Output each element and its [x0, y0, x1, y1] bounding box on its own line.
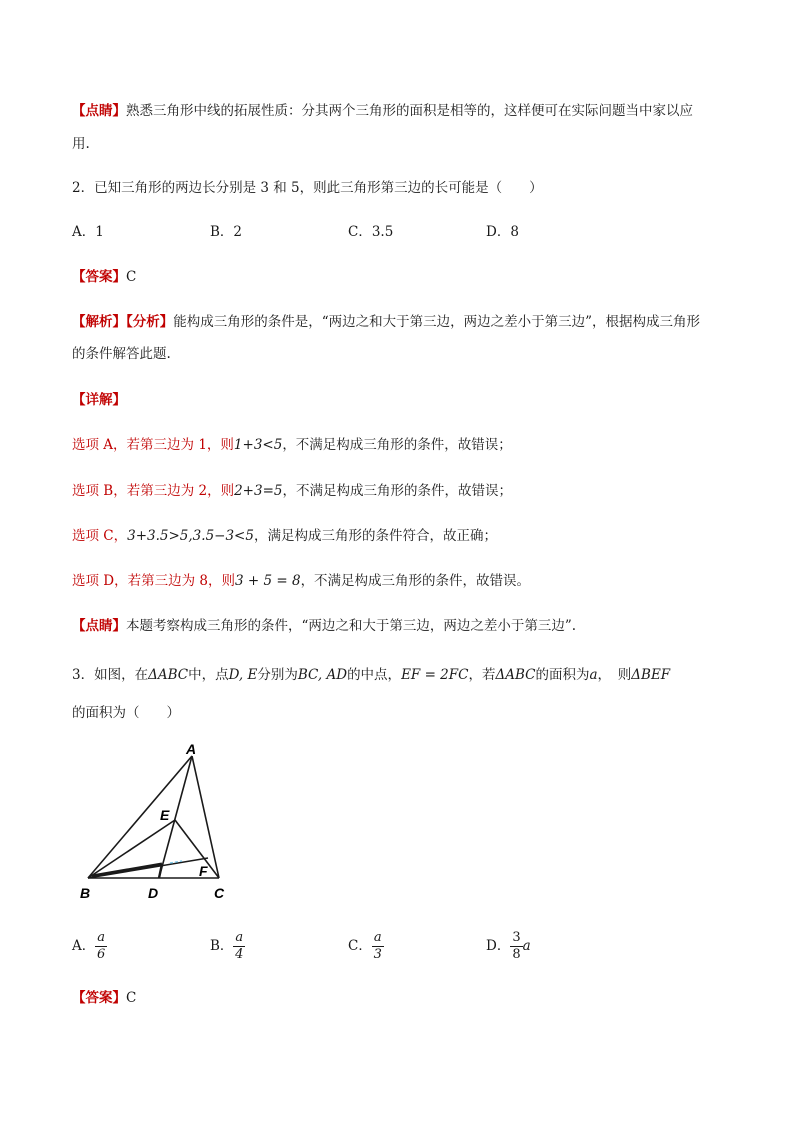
fraction: $\frac{a}{6}$ [96, 930, 106, 962]
q3-stem-cont: 的面积为（ ） [72, 705, 180, 721]
q2-option-c: C．3.5 [348, 224, 394, 240]
label-f: F [199, 863, 208, 879]
detail-label: 【详解】 [72, 392, 126, 408]
q3-option-c: C． $\frac{a}{3}$ [348, 930, 382, 962]
q1-tip-line [72, 101, 693, 121]
q3-stem: 3．如图，在ΔABC中，点D, E分别为BC, AD的中点，EF = 2FC，若ΔABC的面积为a， 则ΔBEF [72, 667, 671, 683]
label-d: D [148, 885, 159, 901]
answer-label: 【答案】 [72, 269, 126, 285]
q3-option-b: B． $\frac{a}{4}$ [210, 930, 244, 962]
q2-analysis [72, 312, 700, 332]
q2-option-b: B．2 [210, 224, 243, 240]
triangle-figure [72, 740, 252, 905]
fraction: $\frac{a}{4}$ [235, 930, 244, 962]
label-e: E [160, 807, 170, 823]
tip-text: 本题考察构成三角形的条件，“两边之和大于第三边，两边之差小于第三边”. [126, 618, 577, 634]
q2-option-d: D．8 [486, 224, 519, 240]
answer-value: C [126, 990, 137, 1006]
q2-option-a: A．1 [72, 224, 104, 240]
fraction: $\frac{a}{3}$ [373, 930, 382, 962]
q2-detail-b: 选项 B，若第三边为 2，则2+3=5，不满足构成三角形的条件，故错误； [72, 483, 512, 499]
q3-option-a: A． $\frac{a}{6}$ [72, 930, 106, 962]
label-b: B [80, 885, 91, 901]
q3-option-d: D． $\frac{3}{8}$ a [486, 930, 531, 962]
segment-bd-shaded [92, 864, 162, 876]
label-c: C [214, 885, 225, 901]
q2-stem: 2．已知三角形的两边长分别是 3 和 5，则此三角形第三边的长可能是（ ） [72, 180, 543, 196]
q2-answer [72, 267, 136, 287]
fraction: $\frac{3}{8}$ [512, 930, 521, 962]
q2-tip [72, 616, 576, 636]
q1-tip-cont: 用. [72, 136, 90, 152]
label-a: A [186, 741, 197, 757]
q2-detail-a: 选项 A，若第三边为 1，则1+3<5，不满足构成三角形的条件，故错误； [72, 437, 512, 453]
segment-ab [88, 756, 192, 878]
analysis-text: 能构成三角形的条件是，“两边之和大于第三边，两边之差小于第三边”，根据构成三角形 [173, 314, 701, 330]
q3-answer [72, 988, 136, 1008]
answer-label: 【答案】 [72, 990, 126, 1006]
analysis-label: 【解析】【分析】 [72, 314, 174, 330]
tip-text: 熟悉三角形中线的拓展性质：分其两个三角形的面积是相等的，这样便可在实际问题当中家以应 [126, 103, 693, 119]
answer-value: C [126, 269, 137, 285]
q2-detail-label [72, 390, 126, 410]
tip-label: 【点睛】 [72, 618, 126, 634]
q2-detail-c: 选项 C，3+3.5>5,3.5−3<5，满足构成三角形的条件符合，故正确； [72, 528, 497, 544]
q2-analysis-cont: 的条件解答此题. [72, 346, 171, 362]
q2-detail-d: 选项 D，若第三边为 8，则3 + 5 = 8，不满足构成三角形的条件，故错误。 [72, 573, 531, 589]
tip-label: 【点睛】 [72, 103, 126, 119]
